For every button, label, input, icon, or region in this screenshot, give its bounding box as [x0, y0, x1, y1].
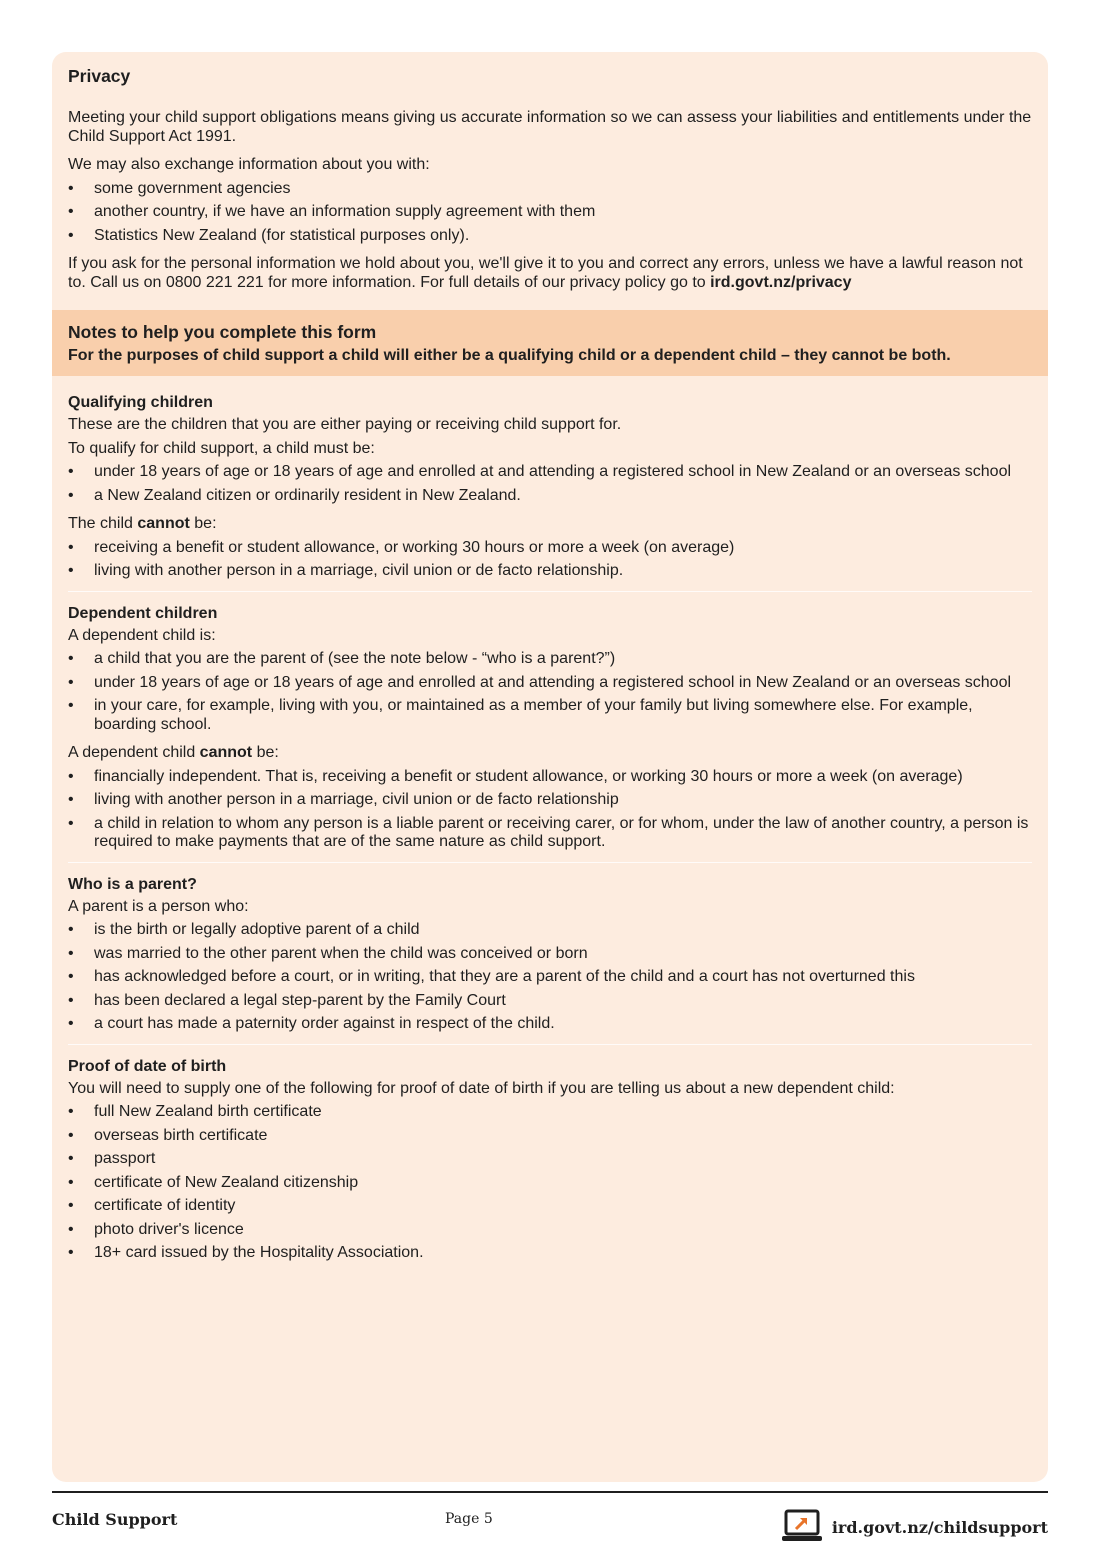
parent-list [68, 921, 1032, 1034]
list-item: • has acknowledged before a court, or in writing, that they are a parent of the child and a court has not overturned this [68, 968, 915, 985]
parent-heading: Who is a parent? [68, 875, 197, 893]
footer-title: Child Support [52, 1510, 178, 1529]
list-item: • Statistics New Zealand (for statistical purposes only). [68, 226, 470, 244]
list-item: • overseas birth certificate [68, 1126, 268, 1144]
list-item: • certificate of identity [68, 1197, 236, 1214]
footer-website[interactable] [782, 1510, 1048, 1544]
dependent-cannot-list [68, 768, 1032, 852]
dependent-children-section [52, 605, 1048, 852]
list-item: • passport [68, 1150, 156, 1167]
qualifying-heading: Qualifying children [68, 394, 213, 411]
divider [68, 862, 1032, 863]
list-item: • a child in relation to whom any person is a liable parent or receiving carer, or for whom, under the law of another country, a person is required to make payments that are of the same nature as child support. [68, 814, 1029, 850]
form-notes-panel [52, 52, 1048, 1482]
list-item: • full New Zealand birth certificate [68, 1103, 322, 1120]
page-number: Page 5 [445, 1511, 493, 1527]
footer-rule [52, 1491, 1048, 1493]
parent-line-1: A parent is a person who: [68, 897, 249, 915]
list-item: • living with another person in a marriage, civil union or de facto relationship [68, 791, 619, 808]
list-item: • has been declared a legal step-parent by the Family Court [68, 991, 506, 1009]
privacy-section [52, 52, 1048, 310]
proof-line-1: You will need to supply one of the following for proof of date of birth if you are telling us about a new dependent child: [68, 1079, 895, 1097]
dependent-heading: Dependent children [68, 604, 218, 622]
list-item: • certificate of New Zealand citizenship [68, 1173, 359, 1191]
list-item: • some government agencies [68, 179, 291, 197]
privacy-paragraph-3: If you ask for the personal information we hold about you, we'll give it to you and correct any errors, unless we have a lawful reason not to. Call us on 0800 221 221 for more information. For full details of our privacy policy go to ird.govt.nz/privacy [68, 255, 1023, 291]
list-item: • another country, if we have an information supply agreement with them [68, 203, 596, 220]
privacy-heading: Privacy [68, 66, 131, 86]
divider [68, 1044, 1032, 1045]
proof-heading: Proof of date of birth [68, 1057, 227, 1075]
dependent-line-1: A dependent child is: [68, 626, 216, 644]
divider [68, 591, 1032, 592]
qualifying-list [68, 463, 1032, 505]
proof-of-birth-section [52, 1058, 1048, 1263]
privacy-list [68, 180, 1032, 246]
list-item: • was married to the other parent when the child was conceived or born [68, 944, 588, 962]
privacy-link[interactable]: ird.govt.nz/privacy [710, 273, 852, 291]
list-item: • photo driver's licence [68, 1220, 244, 1238]
list-item: • a child that you are the parent of (see the note below - “who is a parent?”) [68, 650, 616, 667]
list-item: • financially independent. That is, receiving a benefit or student allowance, or working 30 hours or more a week (on average) [68, 767, 963, 785]
proof-list [68, 1103, 1032, 1263]
qualifying-children-section [52, 394, 1048, 581]
qualifying-line-2: To qualify for child support, a child must be: [68, 439, 375, 457]
list-item: • receiving a benefit or student allowance, or working 30 hours or more a week (on average) [68, 538, 735, 556]
notes-title: Notes to help you complete this form [68, 322, 377, 342]
list-item: • is the birth or legally adoptive parent of a child [68, 921, 420, 938]
list-item: • living with another person in a marriage, civil union or de facto relationship. [68, 562, 624, 579]
privacy-paragraph-2: We may also exchange information about you with: [68, 156, 430, 173]
list-item: • in your care, for example, living with you, or maintained as a member of your family but living somewhere else. For example, boarding school. [68, 697, 973, 733]
laptop-arrow-icon [782, 1509, 822, 1543]
dependent-list [68, 650, 1032, 734]
notes-subtitle: For the purposes of child support a child will either be a qualifying child or a dependent child – they cannot be both. [68, 347, 951, 364]
list-item: • a New Zealand citizen or ordinarily resident in New Zealand. [68, 486, 521, 504]
privacy-paragraph-1: Meeting your child support obligations means giving us accurate information so we can assess your liabilities and entitlements under the Child Support Act 1991. [68, 109, 1032, 145]
notes-header [52, 310, 1048, 376]
list-item: • 18+ card issued by the Hospitality Association. [68, 1244, 424, 1261]
footer-website-text[interactable]: ird.govt.nz/childsupport [831, 1517, 1048, 1537]
qualifying-cannot-line: The child cannot be: [68, 515, 217, 532]
qualifying-line-1: These are the children that you are either paying or receiving child support for. [68, 416, 622, 433]
qualifying-cannot-list [68, 539, 1032, 581]
list-item: • under 18 years of age or 18 years of age and enrolled at and attending a registered school in New Zealand or an overseas school [68, 673, 1012, 691]
list-item: • a court has made a paternity order against in respect of the child. [68, 1015, 555, 1032]
list-item: • under 18 years of age or 18 years of age and enrolled at and attending a registered school in New Zealand or an overseas school [68, 463, 1012, 480]
who-is-parent-section [52, 876, 1048, 1034]
dependent-cannot-line: A dependent child cannot be: [68, 744, 279, 761]
